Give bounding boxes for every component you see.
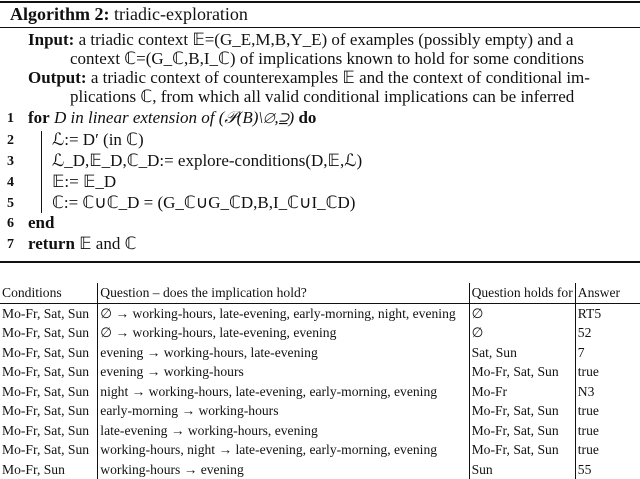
table-header: [0, 283, 640, 303]
cell-conditions: Mo-Fr, Sat, Sun: [0, 440, 98, 460]
algorithm-line: [52, 130, 144, 150]
cell-question: late-evening → working-hours, evening: [98, 421, 469, 441]
header-holds-for: Question holds for: [469, 283, 575, 303]
cell-conditions: Mo-Fr, Sat, Sun: [0, 421, 98, 441]
cell-holds-for: Sun: [469, 460, 575, 479]
cell-holds-for: ∅: [469, 323, 575, 343]
cell-answer: true: [575, 440, 640, 460]
cell-holds-for: Mo-Fr, Sat, Sun: [469, 362, 575, 382]
line-text: ℒ_D,𝔼_D,ℂ_D:= explore-conditions(D,𝔼,ℒ): [52, 151, 362, 170]
cell-answer: true: [575, 362, 640, 382]
keyword: return: [28, 234, 75, 253]
cell-question: evening → working-hours: [98, 362, 469, 382]
cell-question: early-morning → working-hours: [98, 401, 469, 421]
keyword: end: [28, 213, 54, 232]
cell-answer: 7: [575, 343, 640, 363]
algorithm-name: triadic-exploration: [114, 4, 248, 24]
line-number: 5: [7, 196, 14, 212]
table-row: [0, 440, 640, 460]
algorithm-line: [52, 172, 116, 192]
cell-conditions: Mo-Fr, Sat, Sun: [0, 362, 98, 382]
cell-conditions: Mo-Fr, Sat, Sun: [0, 382, 98, 402]
cell-holds-for: Mo-Fr, Sat, Sun: [469, 401, 575, 421]
cell-question: ∅ → working-hours, late-evening, evening: [98, 323, 469, 343]
line-number: 4: [7, 175, 14, 191]
line-text: 𝔼 and ℂ: [79, 234, 136, 253]
algorithm-line: [28, 108, 316, 128]
cell-holds-for: Mo-Fr: [469, 382, 575, 402]
cell-holds-for: ∅: [469, 303, 575, 323]
cell-holds-for: Mo-Fr, Sat, Sun: [469, 440, 575, 460]
bottom-rule: [0, 261, 640, 263]
cell-answer: RT5: [575, 303, 640, 323]
cell-conditions: Mo-Fr, Sat, Sun: [0, 401, 98, 421]
algorithm-line: [28, 234, 136, 254]
line-number: 3: [7, 154, 14, 170]
table-row: [0, 421, 640, 441]
title-rule: [0, 27, 640, 28]
table-row: [0, 343, 640, 363]
input-text: a triadic context 𝔼=(G_E,M,B,Y_E) of examples (possibly empty) and a: [79, 30, 574, 49]
line-number: 7: [7, 237, 14, 253]
cell-question: night → working-hours, late-evening, early-morning, evening: [98, 382, 469, 402]
cell-question: working-hours → evening: [98, 460, 469, 479]
cell-holds-for: Mo-Fr, Sat, Sun: [469, 421, 575, 441]
header-answer: Answer: [575, 283, 640, 303]
line-number: 2: [7, 133, 14, 149]
table-row: [0, 303, 640, 323]
block-bar: [41, 131, 42, 213]
line-text: 𝔼:= 𝔼_D: [52, 172, 116, 191]
line-text: ℂ:= ℂ∪ℂ_D = (G_ℂ∪G_ℂD,B,I_ℂ∪I_ℂD): [52, 193, 355, 212]
cell-answer: 55: [575, 460, 640, 479]
input-line-1: [28, 30, 574, 50]
cell-answer: true: [575, 401, 640, 421]
cell-question: working-hours, night → late-evening, early-morning, evening: [98, 440, 469, 460]
cell-conditions: Mo-Fr, Sat, Sun: [0, 323, 98, 343]
exploration-table: [0, 283, 640, 479]
keyword: do: [298, 108, 316, 127]
header-question: Question – does the implication hold?: [98, 283, 469, 303]
cell-question: ∅ → working-hours, late-evening, early-morning, night, evening: [98, 303, 469, 323]
line-number: 6: [7, 216, 14, 232]
cell-answer: N3: [575, 382, 640, 402]
cell-conditions: Mo-Fr, Sat, Sun: [0, 343, 98, 363]
line-number: 1: [7, 111, 14, 127]
line-text: D in linear extension of (𝒫(B)\∅,⊇): [54, 108, 294, 127]
cell-conditions: Mo-Fr, Sun: [0, 460, 98, 479]
table-row: [0, 460, 640, 479]
cell-question: evening → working-hours, late-evening: [98, 343, 469, 363]
algorithm-label: Algorithm 2:: [10, 4, 109, 24]
cell-holds-for: Sat, Sun: [469, 343, 575, 363]
line-text: ℒ:= D′ (in ℂ): [52, 130, 144, 149]
output-label: Output:: [28, 68, 87, 87]
output-line-2: plications ℂ, from which all valid conditional implications can be inferred: [70, 87, 574, 107]
keyword: for: [28, 108, 50, 127]
cell-answer: 52: [575, 323, 640, 343]
algorithm-line: [52, 193, 355, 213]
table-row: [0, 323, 640, 343]
table-row: [0, 382, 640, 402]
input-line-2: context ℂ=(G_ℂ,B,I_ℂ) of implications known to hold for some conditions: [70, 49, 584, 69]
cell-conditions: Mo-Fr, Sat, Sun: [0, 303, 98, 323]
table-row: [0, 401, 640, 421]
algorithm-line: [28, 213, 54, 233]
input-label: Input:: [28, 30, 74, 49]
table-row: [0, 362, 640, 382]
algorithm-title: [10, 4, 248, 25]
top-rule: [0, 1, 640, 3]
header-conditions: Conditions: [0, 283, 98, 303]
output-line-1: [28, 68, 590, 88]
cell-answer: true: [575, 421, 640, 441]
output-text: a triadic context of counterexamples 𝔼 and the context of conditional im-: [91, 68, 590, 87]
algorithm-line: [52, 151, 362, 171]
